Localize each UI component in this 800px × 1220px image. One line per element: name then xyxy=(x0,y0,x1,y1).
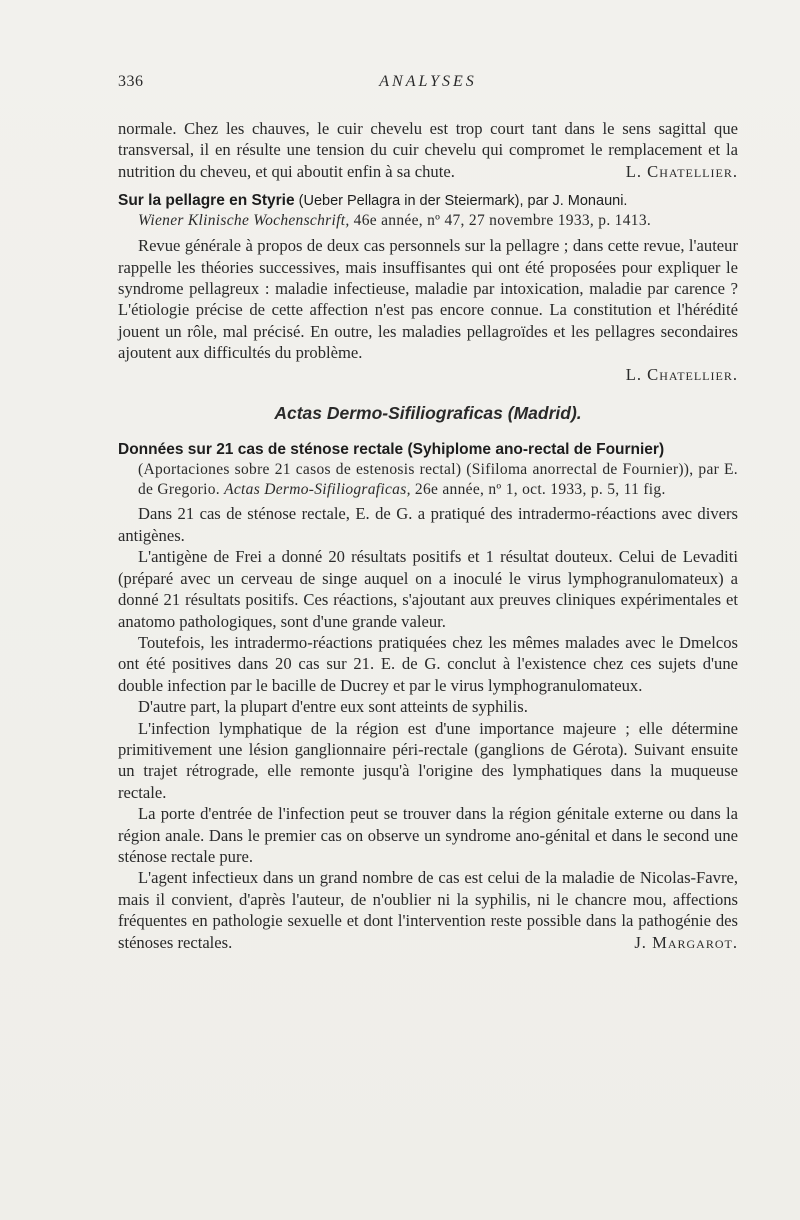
article-citation-stenose xyxy=(118,460,738,500)
paragraph-5: L'infection lymphatique de la région est d'une importance majeure ; elle détermine primitivement une lésion ganglionnaire péri-rectale (ganglions de Gérota). Suivant ensuite un trajet rétrograde, elle remonte jusqu'à l'origine des lymphatiques dans la muqueuse rectale. xyxy=(118,718,738,802)
running-header xyxy=(118,73,738,97)
article-title-stenose: Données sur 21 cas de sténose rectale (Syhiplome ano-rectal de Fournier) xyxy=(118,441,665,459)
article-tail-body: normale. Chez les chauves, le cuir chevelu est trop court tant dans le sens sagittal que transversal, il en résulte une tension du cuir chevelu qui compromet le remplacement et la nutrition du cheveu, et qui aboutit enfin à sa chute. xyxy=(118,119,738,181)
citation-journal: Wiener Klinische Wochenschrift, xyxy=(138,212,350,230)
citation-journal-actas: Actas Dermo-Sifiliograficas, xyxy=(224,481,411,499)
citation-details: 46e année, nº 47, 27 novembre 1933, p. 1413. xyxy=(349,212,652,230)
article-signature-pellagre: L. Chatellier. xyxy=(625,364,738,384)
article-title-rest: (Ueber Pellagra in der Steiermark), par J. Monauni. xyxy=(294,193,628,210)
article-title-main: Sur la pellagre en Styrie xyxy=(118,192,295,210)
running-title: ANALYSES xyxy=(379,73,477,90)
paragraph-7-text: L'agent infectieux dans un grand nombre de cas est celui de la maladie de Nicolas-Favre, mais il convient, d'après l'auteur, de n'oublier ni la syphilis, ni le chancre mou, affections fréquentes en pathologie sexuelle et dont l'intervention reste possible dans la pathogénie des sténoses rectales. xyxy=(118,868,738,952)
paragraph-1: Dans 21 cas de sténose rectale, E. de G. a pratiqué des intradermo-réactions avec divers antigènes. xyxy=(118,504,738,545)
article-tail-text xyxy=(118,118,738,182)
paragraph-6: La porte d'entrée de l'infection peut se trouver dans la région génitale externe ou dans la région anale. Dans le premier cas on observe un syndrome ano-génital et dans le second une sténose rectale pure. xyxy=(118,804,738,866)
paragraph-4: D'autre part, la plupart d'entre eux sont atteints de syphilis. xyxy=(138,697,528,717)
citation-part-a: (Aportaciones sobre 21 casos de estenosis rectal) (Sifiloma anorrectal de Fournier)), par E. de Gregorio. xyxy=(138,461,738,499)
text-column xyxy=(118,118,738,953)
paragraph-7 xyxy=(118,867,738,953)
article-title-pellagre xyxy=(118,191,738,211)
journal-heading: Actas Dermo-Sifiliograficas (Madrid). xyxy=(274,403,582,424)
article-tail-signature: L. Chatellier. xyxy=(625,161,738,181)
page-number: 336 xyxy=(118,73,144,90)
paragraph-2: L'antigène de Frei a donné 20 résultats positifs et 1 résultat douteux. Celui de Levaditi (préparé avec un cerveau de singe auquel on a inoculé le virus lymphogranulomateux) a donné 21 résultats positifs. Ces réactions, s'ajoutant aux preuves cliniques expérimentales et anatomo pathologiques, sont d'une grande valeur. xyxy=(118,547,738,631)
citation-part-b: 26e année, nº 1, oct. 1933, p. 5, 11 fig. xyxy=(410,481,666,499)
article-body-pellagre: Revue générale à propos de deux cas personnels sur la pellagre ; dans cette revue, l'auteur rappelle les théories successives, mais insuffisantes qui ont été proposées pour expliquer le syndrome pellagreux : maladie infectieuse, maladie par intoxication, maladie par carence ? L'étiologie précise de cette affection n'est pas encore connue. La constitution et l'hérédité jouent un rôle, mal précisé. En outre, les maladies pellagroïdes et les pellagres secondaires ajoutent aux difficultés du problème. xyxy=(118,236,738,363)
article-citation-pellagre xyxy=(118,211,738,231)
paragraph-3: Toutefois, les intradermo-réactions pratiquées chez les mêmes malades avec le Dmelcos ont été positives dans 20 cas sur 21. E. de G. conclut à l'existence chez ces sujets d'une double infection par le bacille de Ducrey et par le virus lymphogranulomateux. xyxy=(118,632,738,695)
article-signature-stenose: J. Margarot. xyxy=(634,932,738,952)
